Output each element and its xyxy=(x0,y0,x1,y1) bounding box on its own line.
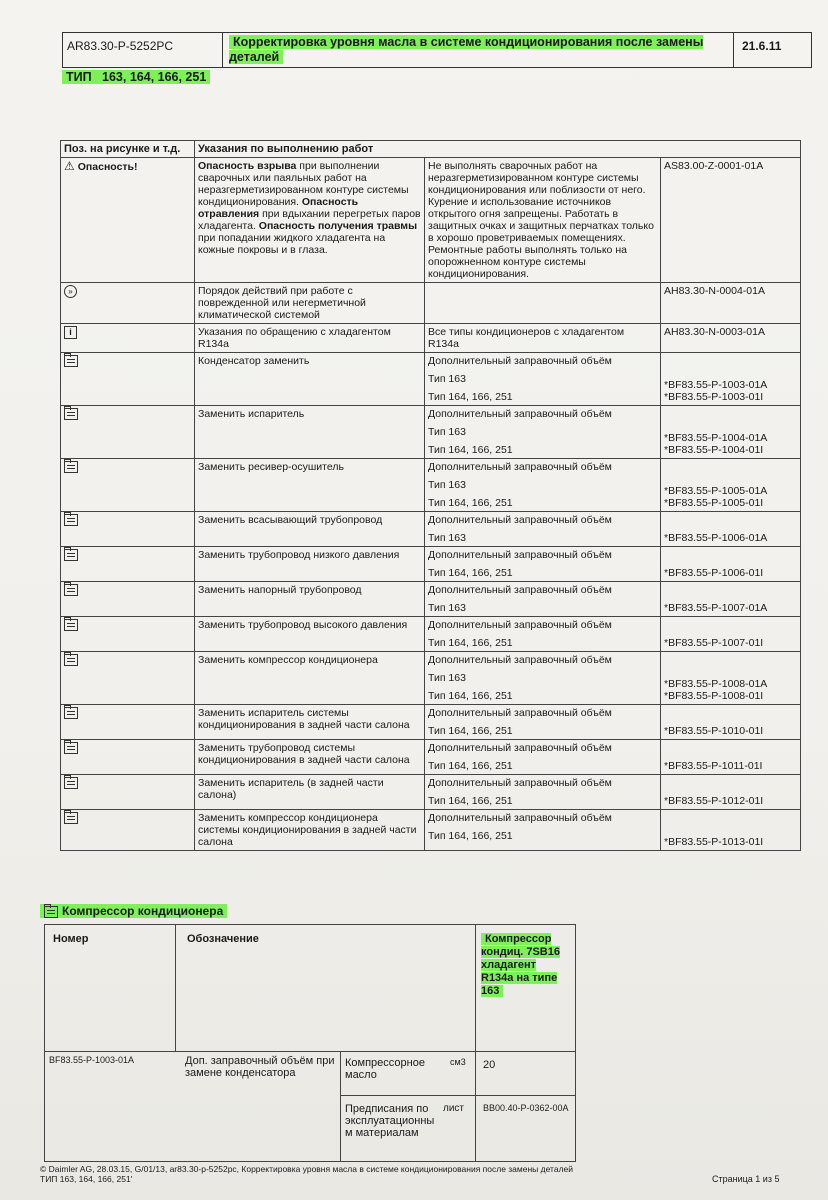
row-description: Заменить испаритель (в задней части салона) xyxy=(195,775,425,810)
row-note: Дополнительный заправочный объём Тип 164, 166, 251 xyxy=(425,705,661,740)
row-icon-cell xyxy=(61,406,195,459)
row-reference[interactable] xyxy=(661,353,801,406)
table-row xyxy=(61,512,801,547)
compressor-table xyxy=(44,924,576,1162)
doc-icon xyxy=(64,461,78,473)
reference-link[interactable]: *BF83.55-P-1005-01I xyxy=(664,497,764,509)
row-label: Опасность! xyxy=(77,161,138,173)
row-icon-cell xyxy=(61,512,195,547)
row-unit: см3 xyxy=(450,1057,466,1067)
row-description: Заменить всасывающий трубопровод xyxy=(195,512,425,547)
type-label: Тип 163 xyxy=(428,479,466,491)
table-row xyxy=(61,582,801,617)
table-row xyxy=(61,459,801,512)
row-reference[interactable] xyxy=(661,740,801,775)
table-row xyxy=(61,617,801,652)
type-label: Тип 163 xyxy=(428,672,466,684)
table-row xyxy=(61,775,801,810)
reference-link[interactable]: *BF83.55-P-1008-01A xyxy=(664,678,768,690)
type-line: ТИП 163, 164, 166, 251 xyxy=(62,70,210,84)
table-row xyxy=(61,283,801,324)
row-note: Дополнительный заправочный объём Тип 163 xyxy=(425,582,661,617)
reference-link[interactable]: *BF83.55-P-1004-01I xyxy=(664,444,764,456)
doc-icon xyxy=(64,707,78,719)
row-description: Заменить трубопровод высокого давления xyxy=(195,617,425,652)
row-note: Дополнительный заправочный объём Тип 163 Тип 164, 166, 251 xyxy=(425,406,661,459)
type-label: Тип 164, 166, 251 xyxy=(428,795,513,807)
row-description: Заменить ресивер-осушитель xyxy=(195,459,425,512)
row-description: Порядок действий при работе с поврежденной или негерметичной климатической системой xyxy=(195,283,425,324)
row-reference[interactable] xyxy=(661,617,801,652)
row-value: 20 xyxy=(483,1059,496,1071)
work-instructions-table xyxy=(60,140,801,851)
type-label: Тип 164, 166, 251 xyxy=(428,760,513,772)
reference-link[interactable]: *BF83.55-P-1012-01I xyxy=(664,795,764,807)
reference-link[interactable]: *BF83.55-P-1010-01I xyxy=(664,725,764,737)
row-reference[interactable] xyxy=(661,512,801,547)
col-instructions-header: Указания по выполнению работ xyxy=(195,141,801,158)
type-label: Тип 163 xyxy=(428,602,466,614)
col-designation-header: Обозначение xyxy=(187,933,259,945)
row2-item: Предписания по эксплуатационны м материалам xyxy=(345,1103,435,1139)
row-description: Указания по обращению с хладагентом R134a xyxy=(195,324,425,353)
row-description: Конденсатор заменить xyxy=(195,353,425,406)
row-reference[interactable] xyxy=(661,547,801,582)
reference-link[interactable]: AS83.00-Z-0001-01A xyxy=(664,160,764,172)
reference-link[interactable]: *BF83.55-P-1007-01A xyxy=(664,602,768,614)
doc-icon xyxy=(64,777,78,789)
doc-icon xyxy=(64,408,78,420)
row-note: Дополнительный заправочный объём Тип 163 Тип 164, 166, 251 xyxy=(425,353,661,406)
row-description: Заменить трубопровод системы кондиционирования в задней части салона xyxy=(195,740,425,775)
doc-title: Корректировка уровня масла в системе кондиционирования после замены деталей xyxy=(229,35,704,64)
row-icon-cell xyxy=(61,353,195,406)
reference-link[interactable]: *BF83.55-P-1006-01A xyxy=(664,532,768,544)
type-label: Тип 164, 166, 251 xyxy=(428,497,513,509)
reference-link[interactable]: *BF83.55-P-1003-01A xyxy=(664,379,768,391)
row-reference[interactable] xyxy=(661,582,801,617)
row-description: Заменить трубопровод низкого давления xyxy=(195,547,425,582)
row-description: Заменить напорный трубопровод xyxy=(195,582,425,617)
row-icon-cell xyxy=(61,617,195,652)
doc-date: 21.6.11 xyxy=(733,33,811,67)
row-icon-cell xyxy=(61,582,195,617)
doc-id: AR83.30-P-5252PC xyxy=(63,33,223,67)
table-row xyxy=(61,547,801,582)
footer: © Daimler AG, 28.03.15, G/01/13, ar83.30-p-5252pc, Корректировка уровня масла в системе кондиционирования после замены деталей ТИП 163, 164, 166, 251' xyxy=(40,1164,574,1184)
type-label: Тип 164, 166, 251 xyxy=(428,830,513,842)
table-row xyxy=(61,353,801,406)
row-reference[interactable] xyxy=(661,158,801,283)
row-reference[interactable] xyxy=(661,705,801,740)
table-header xyxy=(61,141,801,158)
row-description: Заменить испаритель системы кондиционирования в задней части салона xyxy=(195,705,425,740)
reference-link[interactable]: *BF83.55-P-1004-01A xyxy=(664,432,768,444)
type-label: Тип 163 xyxy=(428,373,466,385)
col-position-header: Поз. на рисунке и т.д. xyxy=(61,141,195,158)
page-number: Страница 1 из 5 xyxy=(712,1174,780,1184)
row-icon-cell xyxy=(61,324,195,353)
row-note: Дополнительный заправочный объём Тип 163 xyxy=(425,512,661,547)
row-note: Дополнительный заправочный объём Тип 164, 166, 251 xyxy=(425,775,661,810)
row-description: Опасность взрыва при выполнении сварочных или паяльных работ на неразгерметизированном контуре системы кондиционирования. Опасность отравления при вдыхании перегретых паров хладагента. Опасность получения травмы при попадании жидкого хладагента на кожные покровы и в глаза. xyxy=(195,158,425,283)
row-number: BF83.55-P-1003-01A xyxy=(49,1055,135,1065)
type-label: Тип 164, 166, 251 xyxy=(428,391,513,403)
row-icon-cell xyxy=(61,705,195,740)
row-icon-cell xyxy=(61,283,195,324)
row-description: Заменить компрессор кондиционера системы кондиционирования в задней части салона xyxy=(195,810,425,851)
reference-link[interactable]: AH83.30-N-0004-01A xyxy=(664,285,765,297)
row-icon-cell xyxy=(61,740,195,775)
warning-icon: ⚠ xyxy=(64,159,75,173)
type-label: Тип 164, 166, 251 xyxy=(428,567,513,579)
table-row xyxy=(61,406,801,459)
type-label: Тип 164, 166, 251 xyxy=(428,637,513,649)
info-icon: i xyxy=(64,326,77,339)
row-icon-cell xyxy=(61,775,195,810)
doc-icon xyxy=(44,906,58,918)
type-label: Тип 163 xyxy=(428,532,466,544)
table-row xyxy=(61,652,801,705)
row2-value: BB00.40-P-0362-00A xyxy=(483,1103,569,1113)
procedure-icon: » xyxy=(64,285,77,298)
table-row xyxy=(61,324,801,353)
row-note: Дополнительный заправочный объём Тип 164, 166, 251 xyxy=(425,740,661,775)
doc-icon xyxy=(64,584,78,596)
reference-link[interactable]: *BF83.55-P-1013-01I xyxy=(664,836,764,848)
doc-icon xyxy=(64,549,78,561)
type-label: Тип 164, 166, 251 xyxy=(428,444,513,456)
row-reference[interactable] xyxy=(661,406,801,459)
reference-link[interactable]: *BF83.55-P-1011-01I xyxy=(664,760,763,772)
doc-icon xyxy=(64,355,78,367)
row-reference[interactable] xyxy=(661,810,801,851)
doc-icon xyxy=(64,742,78,754)
reference-link[interactable]: AH83.30-N-0003-01A xyxy=(664,326,765,338)
table-row xyxy=(61,705,801,740)
row-reference[interactable] xyxy=(661,324,801,353)
document-header xyxy=(62,32,812,68)
row-reference[interactable] xyxy=(661,652,801,705)
row-icon-cell xyxy=(61,810,195,851)
row-reference[interactable] xyxy=(661,459,801,512)
type-label: Тип 164, 166, 251 xyxy=(428,690,513,702)
table-row xyxy=(61,740,801,775)
doc-icon xyxy=(64,514,78,526)
row-reference[interactable] xyxy=(661,775,801,810)
table-row xyxy=(61,810,801,851)
row-note: Дополнительный заправочный объём Тип 164, 166, 251 xyxy=(425,617,661,652)
type-label: Тип 164, 166, 251 xyxy=(428,725,513,737)
reference-link[interactable]: *BF83.55-P-1006-01I xyxy=(664,567,764,579)
reference-link[interactable]: *BF83.55-P-1008-01I xyxy=(664,690,764,702)
row-description: Доп. заправочный объём при замене конденсатора xyxy=(185,1055,335,1079)
doc-icon xyxy=(64,654,78,666)
row-note: Дополнительный заправочный объём Тип 163 Тип 164, 166, 251 xyxy=(425,652,661,705)
row-note: Не выполнять сварочных работ на неразгерметизированном контуре системы кондиционирования или поблизости от него. Курение и использование источников открытого огня запрещены. Работать в защитных очках и защитных перчатках только в хорошо проветриваемых помещениях. Ремонтные работы выполнять только на опорожненном контуре системы кондиционирования. xyxy=(425,158,661,283)
reference-link[interactable]: *BF83.55-P-1005-01A xyxy=(664,485,768,497)
row2-unit: лист xyxy=(443,1103,465,1114)
row-note: Все типы кондиционеров с хладагентом R134a xyxy=(425,324,661,353)
type-label: Тип 163 xyxy=(428,426,466,438)
table-row xyxy=(61,158,801,283)
row-note xyxy=(425,283,661,324)
row-note: Дополнительный заправочный объём Тип 164, 166, 251 xyxy=(425,547,661,582)
reference-link[interactable]: *BF83.55-P-1007-01I xyxy=(664,637,764,649)
row-note: Дополнительный заправочный объём Тип 163 Тип 164, 166, 251 xyxy=(425,459,661,512)
doc-icon xyxy=(64,619,78,631)
doc-icon xyxy=(64,812,78,824)
row-icon-cell xyxy=(61,652,195,705)
row-note: Дополнительный заправочный объём Тип 164, 166, 251 xyxy=(425,810,661,851)
row-item: Компрессорное масло xyxy=(345,1057,425,1081)
compressor-section-title: Компрессор кондиционера xyxy=(40,904,227,918)
reference-link[interactable]: *BF83.55-P-1003-01I xyxy=(664,391,764,403)
row-icon-cell xyxy=(61,547,195,582)
col-value-header: Компрессор кондиц. 7SB16 хладагент R134a на типе 163 xyxy=(481,933,560,997)
row-reference[interactable] xyxy=(661,283,801,324)
row-description: Заменить испаритель xyxy=(195,406,425,459)
row-icon-cell xyxy=(61,459,195,512)
row-icon-cell xyxy=(61,158,195,283)
col-number-header: Номер xyxy=(53,933,89,945)
row-description: Заменить компрессор кондиционера xyxy=(195,652,425,705)
